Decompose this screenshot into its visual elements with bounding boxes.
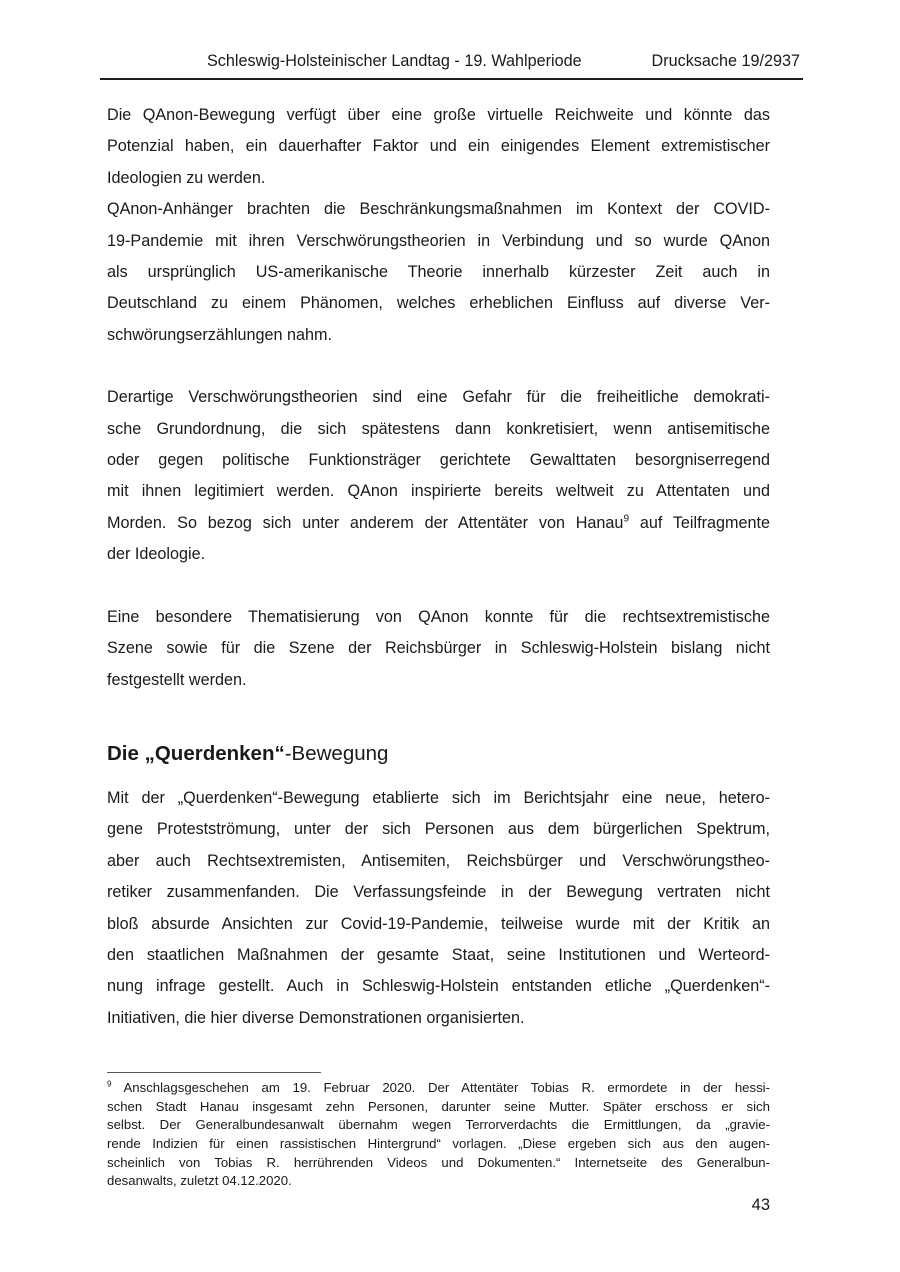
text-line: 19-Pandemie mit ihren Verschwörungstheorien in Verbindung und so wurde QAnon bbox=[107, 231, 770, 250]
section-heading-querdenken bbox=[107, 738, 770, 769]
paragraph-no-thematisierung bbox=[107, 602, 770, 696]
paragraph-qanon-covid bbox=[107, 194, 770, 351]
footnote-separator bbox=[107, 1072, 321, 1073]
text-line: rende Indizien für einen rassistischen Hintergrund“ vorlagen. „Diese ergeben sich aus den augen- bbox=[107, 1135, 770, 1151]
text-line: mit ihnen legitimiert werden. QAnon inspirierte bereits weltweit zu Attentaten und bbox=[107, 482, 770, 501]
text-segment: Morden. So bezog sich unter anderem der Attentäter von Hanau bbox=[107, 513, 624, 532]
paragraph-querdenken bbox=[107, 783, 770, 1034]
text-line: retiker zusammenfanden. Die Verfassungsfeinde in der Bewegung vertraten nicht bbox=[107, 883, 770, 902]
text-line: Derartige Verschwörungstheorien sind eine Gefahr für die freiheitliche demokrati- bbox=[107, 388, 770, 407]
text-line: aber auch Rechtsextremisten, Antisemiten, Reichsbürger und Verschwörungstheo- bbox=[107, 851, 770, 870]
text-line: Mit der „Querdenken“-Bewegung etablierte sich im Berichtsjahr eine neue, hetero- bbox=[107, 788, 770, 807]
text-line: als ursprünglich US-amerikanische Theorie innerhalb kürzester Zeit auch in bbox=[107, 263, 770, 282]
text-line: Deutschland zu einem Phänomen, welches erheblichen Einfluss auf diverse Ver- bbox=[107, 294, 770, 313]
text-segment: Anschlagsgeschehen am 19. Februar 2020. Der Attentäter Tobias R. ermordete in der hessi- bbox=[111, 1080, 770, 1096]
text-line: schen Stadt Hanau insgesamt zehn Personen, darunter seine Mutter. Später erschoss er sich bbox=[107, 1098, 770, 1114]
text-line: der Ideologie. bbox=[107, 545, 206, 564]
text-line: gene Protestströmung, unter der sich Personen aus dem bürgerlichen Spektrum, bbox=[107, 820, 770, 839]
text-line: den staatlichen Maßnahmen der gesamte Staat, seine Institutionen und Werteord- bbox=[107, 945, 770, 964]
page-number: 43 bbox=[751, 1196, 770, 1214]
footnote-marker-9: 9 bbox=[107, 1079, 112, 1089]
header-doc-number: Drucksache 19/2937 bbox=[651, 52, 800, 70]
text-segment: auf Teilfragmente bbox=[629, 513, 770, 532]
header-rule bbox=[100, 78, 803, 80]
text-line bbox=[107, 1079, 770, 1098]
text-line: festgestellt werden. bbox=[107, 670, 247, 689]
text-line: Eine besondere Thematisierung von QAnon konnte für die rechtsextremistische bbox=[107, 607, 770, 626]
text-line: Potenzial haben, ein dauerhafter Faktor und ein einigendes Element extremistischer bbox=[107, 137, 770, 156]
footnote-9 bbox=[107, 1079, 770, 1191]
paragraph-conspiracy-danger bbox=[107, 382, 770, 570]
text-line: scheinlich von Tobias R. herrührenden Videos und Dokumenten.“ Internetseite des Generalbun- bbox=[107, 1154, 770, 1170]
text-line: desanwalts, zuletzt 04.12.2020. bbox=[107, 1173, 292, 1189]
text-line: Die QAnon-Bewegung verfügt über eine große virtuelle Reichweite und könnte das bbox=[107, 106, 770, 124]
text-line: oder gegen politische Funktionsträger gerichtete Gewalttaten besorgniserregend bbox=[107, 451, 770, 470]
paragraph-qanon-reach bbox=[107, 100, 770, 194]
text-line: Ideologien zu werden. bbox=[107, 168, 266, 187]
text-line: Szene sowie für die Szene der Reichsbürger in Schleswig-Holstein bislang nicht bbox=[107, 639, 770, 658]
text-line: sche Grundordnung, die sich spätestens dann konkretisiert, wenn antisemitische bbox=[107, 419, 770, 438]
text-line: bloß absurde Ansichten zur Covid-19-Pandemie, teilweise wurde mit der Kritik an bbox=[107, 914, 770, 933]
footnote-ref-9: 9 bbox=[623, 513, 630, 525]
header-title: Schleswig-Holsteinischer Landtag - 19. Wahlperiode bbox=[207, 52, 582, 70]
text-line: nung infrage gestellt. Auch in Schleswig-Holstein entstanden etliche „Querdenken“- bbox=[107, 977, 770, 996]
text-line: selbst. Der Generalbundesanwalt übernahm wegen Terrorverdachts die Ermittlungen, da „gravie- bbox=[107, 1117, 770, 1133]
document-body bbox=[107, 100, 770, 1191]
heading-bold-segment: Die „Querdenken“ bbox=[107, 741, 285, 765]
text-line bbox=[107, 508, 770, 539]
text-line: schwörungserzählungen nahm. bbox=[107, 325, 332, 344]
text-line: QAnon-Anhänger brachten die Beschränkungsmaßnahmen im Kontext der COVID- bbox=[107, 200, 770, 219]
heading-regular-segment: -Bewegung bbox=[284, 741, 389, 765]
text-line: Initiativen, die hier diverse Demonstrationen organisierten. bbox=[107, 1008, 525, 1027]
